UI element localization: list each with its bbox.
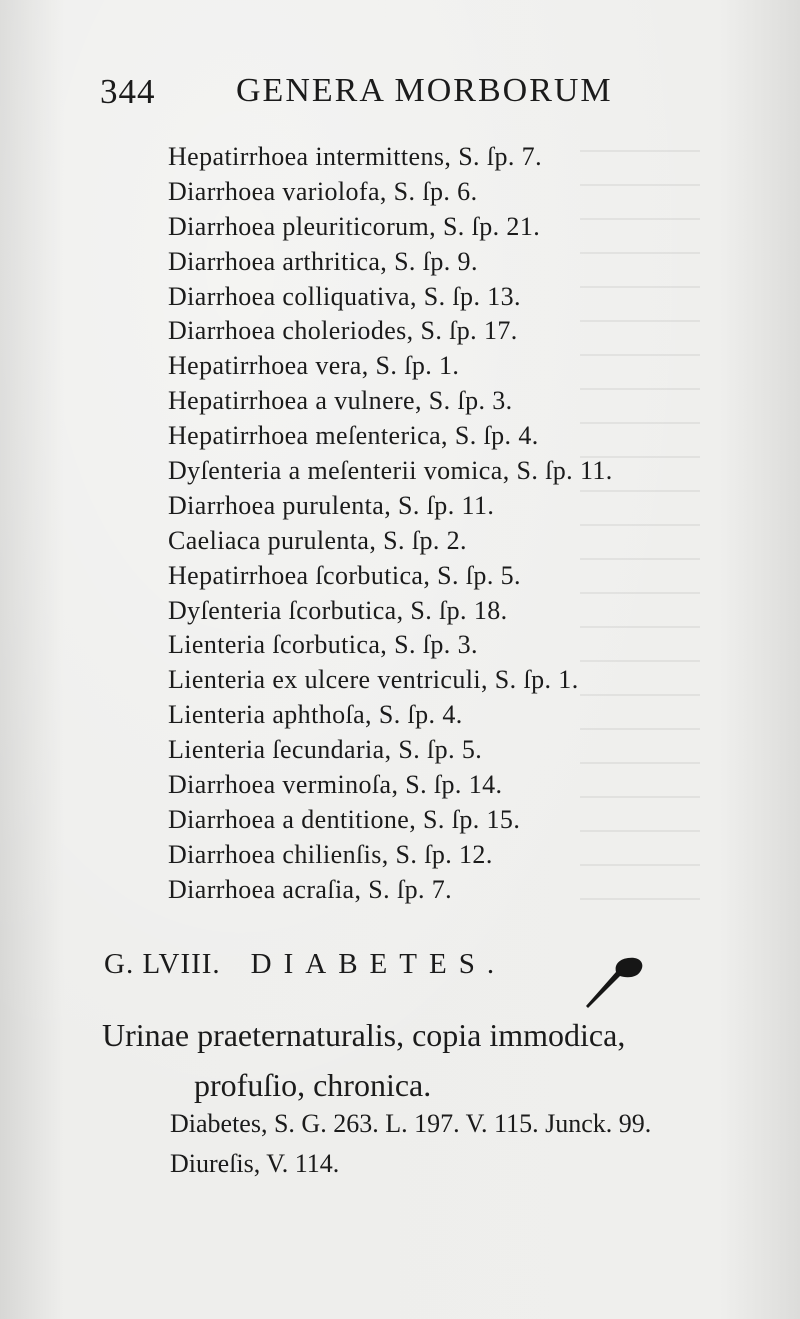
disease-list	[168, 140, 728, 908]
synonym-references	[170, 1104, 770, 1184]
genus-name: DIABETES.	[250, 948, 507, 980]
list-item: Diarrhoea variolofa, S. ſp. 6.	[168, 176, 478, 206]
list-item: Hepatirrhoea ſcorbutica, S. ſp. 5.	[168, 560, 521, 590]
list-item: Diarrhoea chilienſis, S. ſp. 12.	[168, 839, 493, 869]
list-item: Dyſenteria ſcorbutica, S. ſp. 18.	[168, 595, 508, 625]
reference-line: Diureſis, V. 114.	[170, 1149, 340, 1178]
running-title: GENERA MORBORUM	[236, 72, 613, 109]
reference-line: Diabetes, S. G. 263. L. 197. V. 115. Junck. 99.	[170, 1109, 652, 1138]
genus-number: G. LVIII.	[104, 948, 221, 980]
list-item: Diarrhoea arthritica, S. ſp. 9.	[168, 246, 478, 276]
definition-line: Urinae praeternaturalis, copia immodica,	[102, 1017, 626, 1053]
list-item: Lienteria ex ulcere ventriculi, S. ſp. 1.	[168, 665, 579, 695]
page-header	[100, 72, 690, 122]
list-item: Lienteria aphthoſa, S. ſp. 4.	[168, 700, 463, 730]
genus-definition	[102, 1010, 782, 1110]
ink-blot-mark	[578, 952, 648, 1012]
list-item: Dyſenteria a meſenterii vomica, S. ſp. 11.	[168, 456, 613, 486]
list-item: Diarrhoea choleriodes, S. ſp. 17.	[168, 316, 518, 346]
list-item: Diarrhoea verminoſa, S. ſp. 14.	[168, 770, 503, 800]
list-item: Hepatirrhoea vera, S. ſp. 1.	[168, 351, 460, 381]
definition-line: profuſio, chronica.	[194, 1067, 432, 1103]
list-item: Diarrhoea purulenta, S. ſp. 11.	[168, 490, 495, 520]
list-item: Caeliaca purulenta, S. ſp. 2.	[168, 525, 467, 555]
list-item: Diarrhoea a dentitione, S. ſp. 15.	[168, 804, 521, 834]
page-number: 344	[100, 72, 156, 111]
list-item: Hepatirrhoea meſenterica, S. ſp. 4.	[168, 421, 539, 451]
list-item: Diarrhoea pleuriticorum, S. ſp. 21.	[168, 211, 541, 241]
list-item: Hepatirrhoea intermittens, S. ſp. 7.	[168, 142, 542, 171]
list-item: Diarrhoea acraſia, S. ſp. 7.	[168, 874, 453, 904]
list-item: Diarrhoea colliquativa, S. ſp. 13.	[168, 281, 521, 311]
list-item: Lienteria ſecundaria, S. ſp. 5.	[168, 735, 483, 765]
list-item: Hepatirrhoea a vulnere, S. ſp. 3.	[168, 386, 513, 416]
list-item: Lienteria ſcorbutica, S. ſp. 3.	[168, 630, 478, 660]
